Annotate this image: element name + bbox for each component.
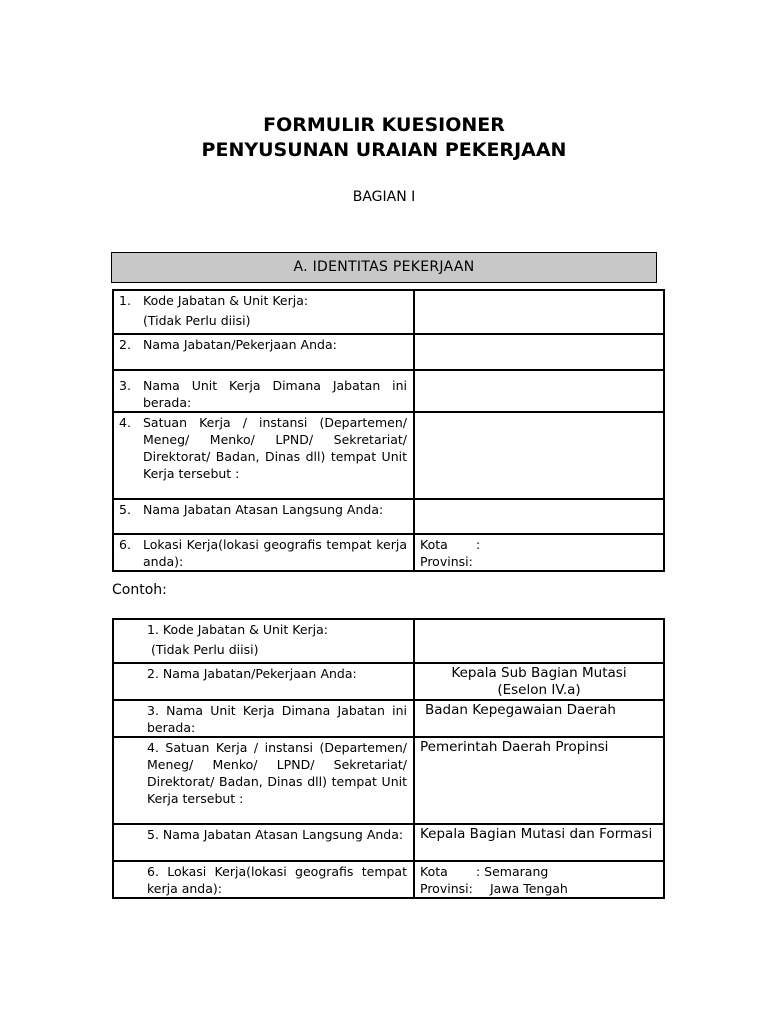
provinsi-value: Jawa Tengah [490, 881, 568, 896]
question-text: Nama Unit Kerja Dimana Jabatan ini berada: [143, 378, 407, 410]
table-row [113, 663, 664, 700]
question-cell [113, 290, 414, 334]
answer-field[interactable] [414, 290, 664, 334]
part-label: BAGIAN I [352, 189, 416, 205]
example-answer-text: Kepala Sub Bagian Mutasi (Eselon IV.a) [451, 665, 627, 698]
form-title: FORMULIR KUESIONER [263, 114, 505, 136]
kota-value: : Semarang [476, 864, 549, 879]
question-text: 1. Kode Jabatan & Unit Kerja: [147, 622, 329, 637]
form-subtitle: PENYUSUNAN URAIAN PEKERJAAN [201, 139, 567, 161]
question-cell [113, 824, 414, 861]
question-text: 3. Nama Unit Kerja Dimana Jabatan ini berada: [147, 703, 407, 735]
answer-field[interactable] [414, 412, 664, 499]
table-row [113, 619, 664, 663]
example-answer-text: Kepala Bagian Mutasi dan Formasi [420, 826, 653, 842]
question-text: Nama Jabatan/Pekerjaan Anda: [143, 337, 337, 352]
example-answer [414, 700, 664, 737]
question-text: Lokasi Kerja(lokasi geografis tempat kerja anda): [143, 537, 407, 569]
table-row [113, 499, 664, 534]
kota-label: Kota [420, 537, 448, 552]
table-row [113, 412, 664, 499]
question-cell [113, 619, 414, 663]
question-cell [113, 334, 414, 370]
question-text: 4. Satuan Kerja / instansi (Departemen/ Meneg/ Menko/ LPND/ Sekretariat/ Direktorat/ Badan, Dinas dll) tempat Unit Kerja tersebut : [147, 740, 407, 806]
question-cell [113, 663, 414, 700]
question-note: (Tidak Perlu diisi) [151, 642, 259, 657]
example-answer-text: Pemerintah Daerah Propinsi [420, 739, 609, 755]
example-label: Contoh: [112, 582, 167, 598]
question-number: 4. [119, 415, 131, 430]
question-number: 1. [119, 293, 131, 308]
table-row [113, 290, 664, 334]
question-text: 2. Nama Jabatan/Pekerjaan Anda: [147, 666, 357, 681]
question-text: Nama Jabatan Atasan Langsung Anda: [143, 502, 384, 517]
example-location-cell [414, 861, 664, 898]
section-header: A. IDENTITAS PEKERJAAN [111, 252, 657, 283]
question-cell [113, 737, 414, 824]
question-number: 5. [119, 502, 131, 517]
example-table [112, 618, 665, 899]
kota-label: Kota [420, 864, 448, 879]
question-cell [113, 700, 414, 737]
example-answer-text: Badan Kepegawaian Daerah [425, 702, 616, 718]
question-cell [113, 861, 414, 898]
kota-separator: : [476, 537, 481, 552]
identity-form-table [112, 289, 665, 572]
table-row [113, 334, 664, 370]
question-text: Kode Jabatan & Unit Kerja: [143, 293, 309, 308]
question-number: 2. [119, 337, 131, 352]
question-number: 3. [119, 378, 131, 393]
question-text: 6. Lokasi Kerja(lokasi geografis tempat kerja anda): [147, 864, 407, 896]
provinsi-label: Provinsi: [420, 881, 473, 896]
answer-field[interactable] [414, 370, 664, 412]
example-answer [414, 663, 664, 700]
question-cell [113, 370, 414, 412]
example-answer [414, 737, 664, 824]
table-row [113, 534, 664, 571]
question-number: 6. [119, 537, 131, 552]
table-row [113, 370, 664, 412]
answer-field[interactable] [414, 334, 664, 370]
answer-field[interactable] [414, 499, 664, 534]
example-answer [414, 619, 664, 663]
question-cell [113, 534, 414, 571]
table-row [113, 824, 664, 861]
table-row [113, 737, 664, 824]
question-text: Satuan Kerja / instansi (Departemen/ Meneg/ Menko/ LPND/ Sekretariat/ Direktorat/ Badan, Dinas dll) tempat Unit Kerja tersebut : [143, 415, 407, 481]
question-note: (Tidak Perlu diisi) [143, 313, 251, 328]
question-cell [113, 499, 414, 534]
table-row [113, 700, 664, 737]
table-row [113, 861, 664, 898]
question-text: 5. Nama Jabatan Atasan Langsung Anda: [147, 827, 404, 842]
location-answer-cell[interactable] [414, 534, 664, 571]
question-cell [113, 412, 414, 499]
example-answer [414, 824, 664, 861]
provinsi-label: Provinsi: [420, 554, 473, 569]
